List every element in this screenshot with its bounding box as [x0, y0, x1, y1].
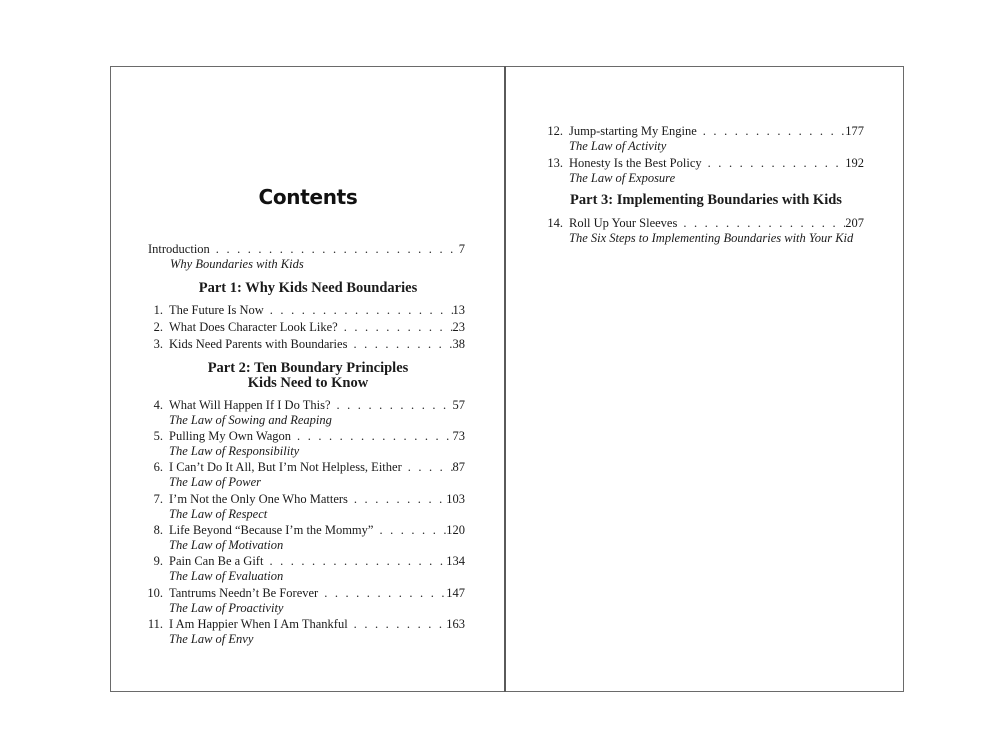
toc-entry-number: 5. — [153, 429, 163, 443]
part-heading-3: Part 3: Implementing Boundaries with Kids — [570, 192, 842, 208]
toc-entry-number: 4. — [153, 398, 163, 412]
toc-entry-page: 23 — [452, 320, 465, 334]
toc-entry-number: 6. — [153, 460, 163, 474]
toc-entry-number: 11. — [147, 617, 163, 631]
toc-chapter-5 — [145, 429, 465, 459]
book-spine — [504, 66, 506, 692]
toc-entry-subtitle: The Law of Respect — [169, 507, 268, 521]
dot-leader — [263, 554, 446, 569]
toc-entry-page: 87 — [452, 460, 465, 474]
toc-entry-page: 57 — [452, 398, 465, 412]
toc-chapter-4 — [145, 398, 465, 428]
toc-entry-subtitle: The Law of Activity — [569, 139, 667, 153]
toc-entry-title: Kids Need Parents with Boundaries — [169, 337, 348, 351]
toc-entry-number: 10. — [147, 586, 163, 600]
toc-entry-page: 13 — [452, 303, 465, 317]
toc-chapter-6 — [145, 460, 465, 490]
toc-entry-title: What Will Happen If I Do This? — [169, 398, 331, 412]
toc-entry-page: 103 — [446, 492, 465, 506]
toc-entry-page: 207 — [845, 216, 864, 230]
toc-chapter-1 — [145, 303, 465, 318]
toc-entry-number: 7. — [153, 492, 163, 506]
part-heading-1: Part 1: Why Kids Need Boundaries — [198, 280, 418, 296]
toc-entry-page: 192 — [845, 156, 864, 170]
toc-chapter-7 — [145, 492, 465, 522]
toc-introduction — [148, 242, 465, 272]
toc-chapter-14 — [542, 216, 864, 246]
toc-entry-page: 73 — [452, 429, 465, 443]
contents-title: Contents — [258, 185, 358, 209]
dot-leader — [697, 124, 845, 139]
part-heading-2-line1: Part 2: Ten Boundary Principles — [207, 360, 409, 376]
toc-entry-number: 12. — [547, 124, 563, 138]
toc-entry-number: 3. — [153, 337, 163, 351]
toc-entry-title: Pulling My Own Wagon — [169, 429, 292, 443]
toc-entry-title: I Can’t Do It All, But I’m Not Helpless, Either — [169, 460, 402, 474]
toc-chapter-9 — [145, 554, 465, 584]
dot-leader — [347, 337, 452, 352]
dot-leader — [331, 398, 453, 413]
toc-entry-subtitle: The Law of Proactivity — [169, 601, 284, 615]
dot-leader — [702, 156, 846, 171]
toc-entry-number: 13. — [547, 156, 563, 170]
dot-leader — [291, 429, 452, 444]
toc-entry-page: 120 — [446, 523, 465, 537]
toc-entry-subtitle: The Law of Power — [169, 475, 262, 489]
toc-entry-page: 177 — [845, 124, 864, 138]
toc-entry-title: Life Beyond “Because I’m the Mommy” — [169, 523, 374, 537]
toc-entry-subtitle: The Law of Sowing and Reaping — [169, 413, 332, 427]
toc-entry-subtitle: The Six Steps to Implementing Boundaries with Your Kid — [569, 231, 854, 245]
toc-entry-subtitle: The Law of Motivation — [169, 538, 284, 552]
toc-entry-title: I Am Happier When I Am Thankful — [169, 617, 348, 631]
toc-entry-subtitle: The Law of Responsibility — [169, 444, 300, 458]
toc-entry-number: 1. — [153, 303, 163, 317]
dot-leader — [348, 617, 447, 632]
toc-entry-title: Pain Can Be a Gift — [169, 554, 264, 568]
toc-entry-title: Introduction — [148, 242, 210, 256]
dot-leader — [264, 303, 453, 318]
toc-entry-number: 9. — [153, 554, 163, 568]
toc-entry-page: 7 — [458, 242, 465, 256]
toc-entry-title: Roll Up Your Sleeves — [569, 216, 678, 230]
toc-chapter-12 — [542, 124, 864, 154]
toc-entry-title: I’m Not the Only One Who Matters — [169, 492, 348, 506]
toc-chapter-10 — [145, 586, 465, 616]
dot-leader — [373, 523, 446, 538]
toc-entry-number: 14. — [547, 216, 563, 230]
toc-entry-number: 8. — [153, 523, 163, 537]
left-page — [112, 68, 504, 690]
toc-entry-subtitle: The Law of Exposure — [569, 171, 676, 185]
dot-leader — [677, 216, 845, 231]
toc-chapter-8 — [145, 523, 465, 553]
toc-entry-page: 147 — [446, 586, 465, 600]
toc-entry-subtitle: The Law of Evaluation — [169, 569, 284, 583]
toc-entry-title: Jump-starting My Engine — [569, 124, 697, 138]
toc-chapter-13 — [542, 156, 864, 186]
part-heading-2-line2: Kids Need to Know — [247, 375, 369, 391]
toc-chapter-3 — [145, 337, 465, 352]
toc-chapter-11 — [145, 617, 465, 647]
toc-entry-page: 134 — [446, 554, 465, 568]
toc-entry-page: 163 — [446, 617, 465, 631]
dot-leader — [338, 320, 453, 335]
toc-entry-subtitle: The Law of Envy — [169, 632, 254, 646]
right-page — [507, 68, 902, 690]
toc-entry-title: The Future Is Now — [169, 303, 264, 317]
toc-entry-title: Tantrums Needn’t Be Forever — [169, 586, 319, 600]
dot-leader — [318, 586, 446, 601]
toc-entry-number: 2. — [153, 320, 163, 334]
toc-entry-page: 38 — [452, 337, 465, 351]
toc-entry-title: Honesty Is the Best Policy — [569, 156, 702, 170]
toc-chapter-2 — [145, 320, 465, 335]
dot-leader — [210, 242, 459, 257]
dot-leader — [348, 492, 446, 507]
toc-entry-subtitle: Why Boundaries with Kids — [170, 257, 304, 271]
toc-entry-title: What Does Character Look Like? — [169, 320, 338, 334]
dot-leader — [402, 460, 453, 475]
